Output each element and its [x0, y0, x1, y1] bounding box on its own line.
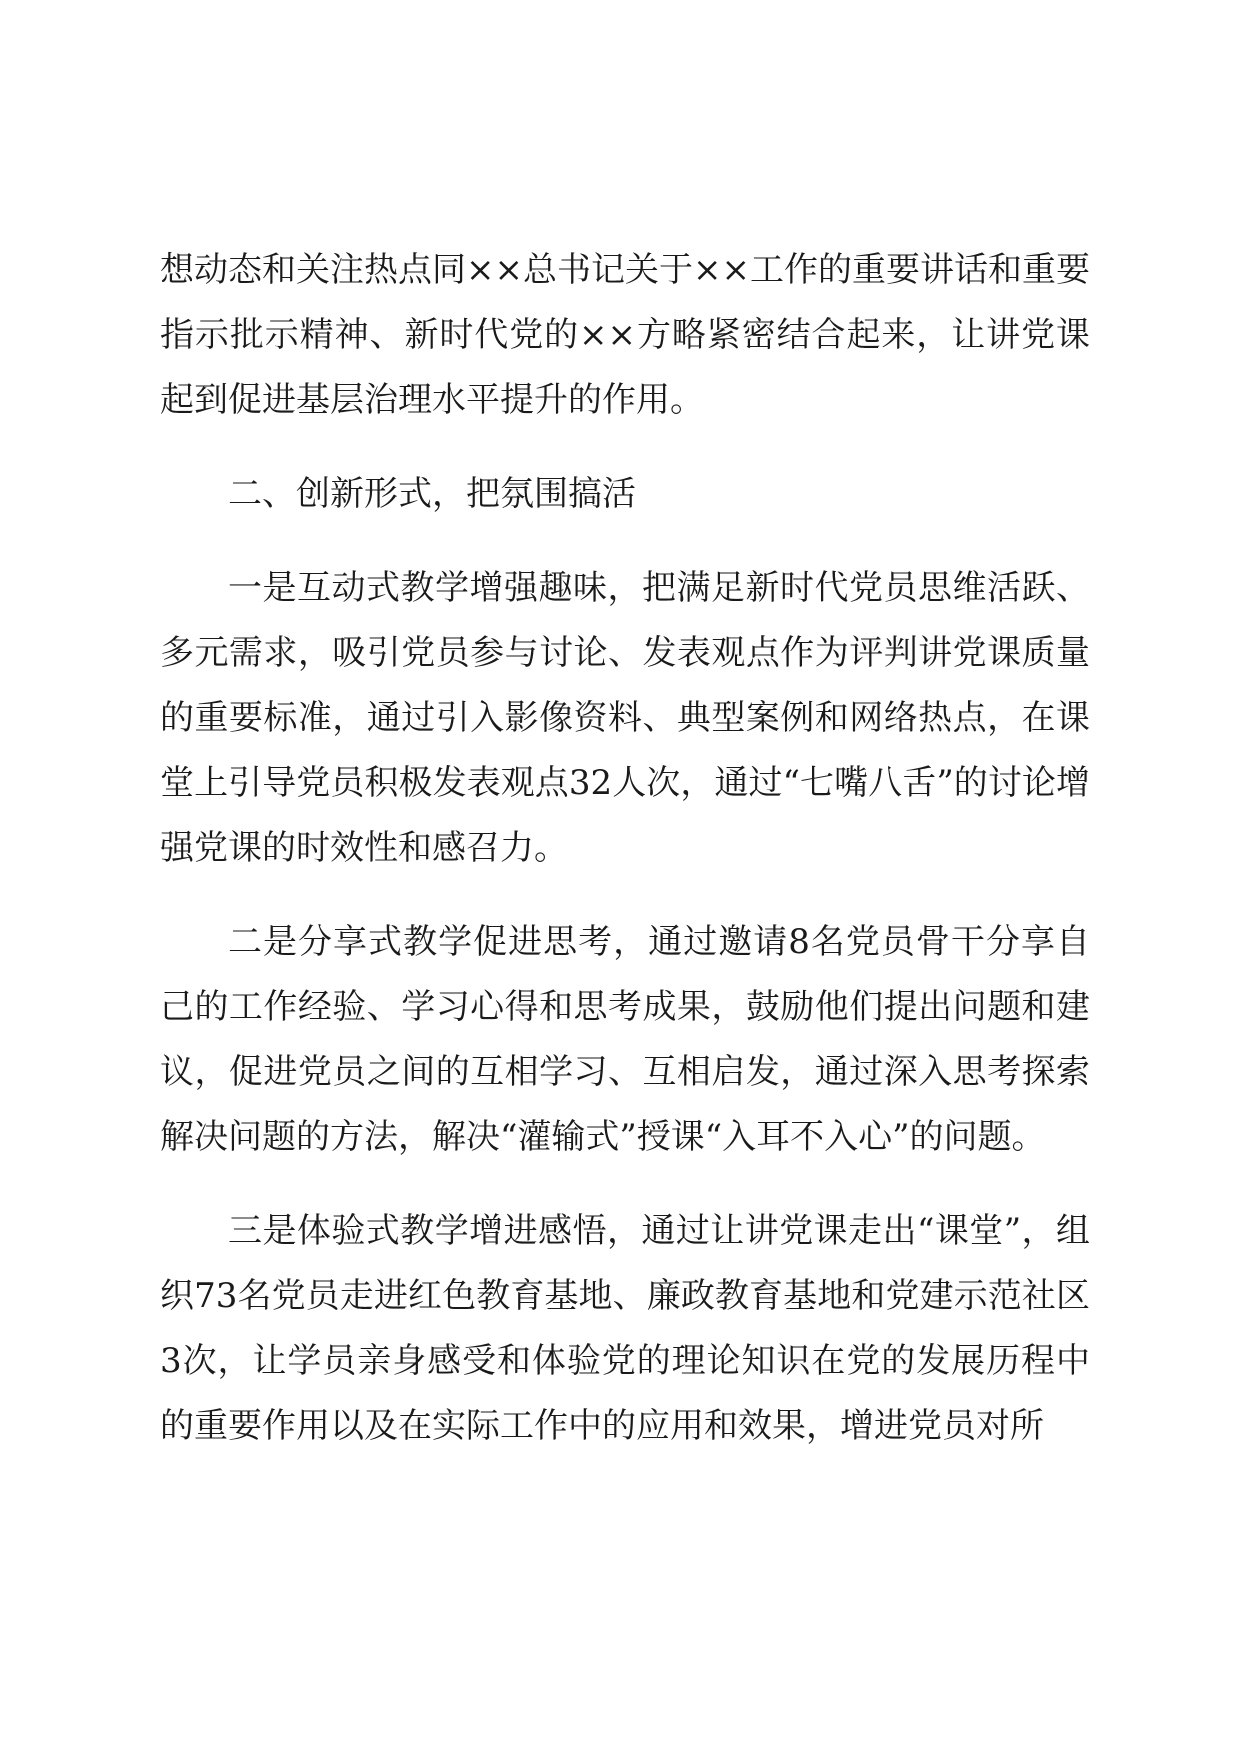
section-heading: 二、创新形式，把氛围搞活 — [228, 474, 636, 514]
paragraph-sharing-teaching: 二是分享式教学促进思考，通过邀请8名党员骨干分享自己的工作经验、学习心得和思考成果，鼓励他们提出问题和建议，促进党员之间的互相学习、互相启发，通过深入思考探索解决问题的方法，解决“灌输式”授课“入耳不入心”的问题。 — [160, 922, 1090, 1157]
document-body — [160, 238, 1090, 1488]
paragraph-interactive-teaching: 一是互动式教学增强趣味，把满足新时代党员思维活跃、多元需求，吸引党员参与讨论、发表观点作为评判讲党课质量的重要标准，通过引入影像资料、典型案例和网络热点，在课堂上引导党员积极发表观点32人次，通过“七嘴八舌”的讨论增强党课的时效性和感召力。 — [160, 568, 1090, 868]
paragraph-experiential-teaching: 三是体验式教学增进感悟，通过让讲党课走出“课堂”，组织73名党员走进红色教育基地、廉政教育基地和党建示范社区3次，让学员亲身感受和体验党的理论知识在党的发展历程中的重要作用以及在实际工作中的应用和效果，增进党员对所 — [160, 1211, 1090, 1446]
paragraph-continuation: 想动态和关注热点同××总书记关于××工作的重要讲话和重要指示批示精神、新时代党的××方略紧密结合起来，让讲党课起到促进基层治理水平提升的作用。 — [160, 250, 1090, 420]
